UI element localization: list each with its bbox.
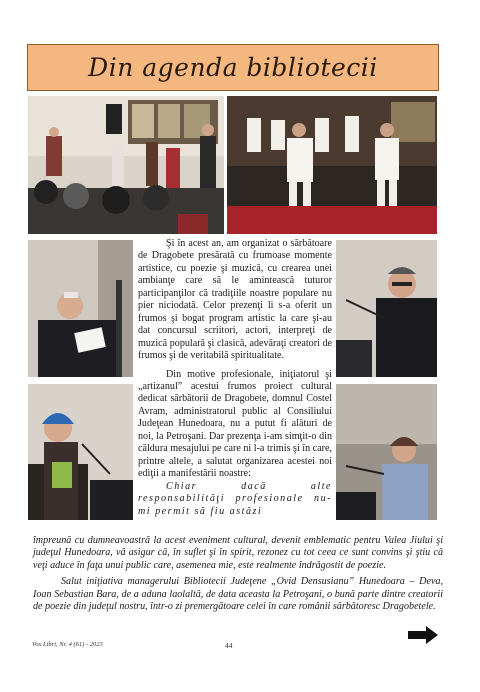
next-page-arrow[interactable] bbox=[408, 626, 438, 644]
paragraph-1: Şi în acest an, am organizat o sărbătoare de Dragobete presărată cu frumoase momente artistice, cu poezie şi muzică, cu crearea unei ambianţe care să le amintească tuturor participanţilor că tradiţiile noastre populare nu pier niciodată. Celor prezenţi li s-a oferit un frumos şi bogat program artistic la care şi-au dat concursul scriitori, actori, interpreţi de muzică populară şi clasică, adevăraţi creatori de frumos şi de veritabilă spiritualitate. bbox=[138, 238, 332, 362]
section-banner bbox=[27, 44, 439, 91]
photo-folk-performers bbox=[227, 96, 437, 234]
article-wide-text bbox=[33, 535, 443, 614]
photo-folk-performers-icon bbox=[227, 96, 437, 234]
photo-speaker-with-papers-icon bbox=[28, 240, 133, 377]
footer-journal: Vox Libri, Nr. 4 (61) - 2023 bbox=[32, 641, 103, 648]
quote-continuation: împreună cu dumneavoastră la acest eveniment cultural, devenit emblematic pentru Valea Jiului şi judeţul Hunedoara, vă asigur că, în suflet şi în spirit, rezonez cu tot ceea ce sunt convins şi ştiu că veţi aduce în faţa unui public care, asemenea mie, este realmente îndrăgostit de poezie. bbox=[33, 535, 443, 571]
article-column bbox=[138, 238, 332, 518]
arrow-right-icon bbox=[408, 626, 438, 644]
paragraph-2: Din motive profesionale, iniţiatorul şi „artizanul” acestui frumos proiect cultural dedicat sărbătorii de Dragobete, domnul Costel Avram, administratorul public al Consiliului Judeţean Hunedoara, nu a putut fi alături de noi, la Petroşani. Dar prezenţa i-am simţit-o din căldura mesajului pe care ni l-a trimis şi în care, printre altele, a salutat organizarea acestei noi ediţii a manifestării noastre: bbox=[138, 368, 332, 480]
photo-speaker-at-microphone-icon bbox=[336, 240, 437, 377]
photo-woman-with-book bbox=[28, 384, 133, 520]
banner-title: Din agenda bibliotecii bbox=[88, 53, 378, 82]
photo-speaker-at-microphone bbox=[336, 240, 437, 377]
photo-woman-at-lectern-icon bbox=[336, 384, 437, 520]
page-number: 44 bbox=[225, 641, 233, 650]
paragraph-4: Salut iniţiativa managerului Bibliotecii Judeţene „Ovid Densusianu” Hunedoara – Deva, Ioan Sebastian Bara, de a aduna laolaltă, de data aceasta la Petroşani, o bună parte dintre creatorii de poezie din judeţul nostru, într-o zi premergătoare celei în care românii sărbătoresc Dragobetele. bbox=[33, 576, 443, 613]
photo-woman-at-lectern bbox=[336, 384, 437, 520]
photo-audience bbox=[28, 96, 224, 234]
photo-speaker-with-papers bbox=[28, 240, 133, 377]
photo-audience-icon bbox=[28, 96, 224, 234]
quote-start: Chiar dacă alte responsabilităţi profesionale nu-mi permit să fiu astăzi bbox=[138, 480, 332, 517]
photo-woman-with-book-icon bbox=[28, 384, 133, 520]
